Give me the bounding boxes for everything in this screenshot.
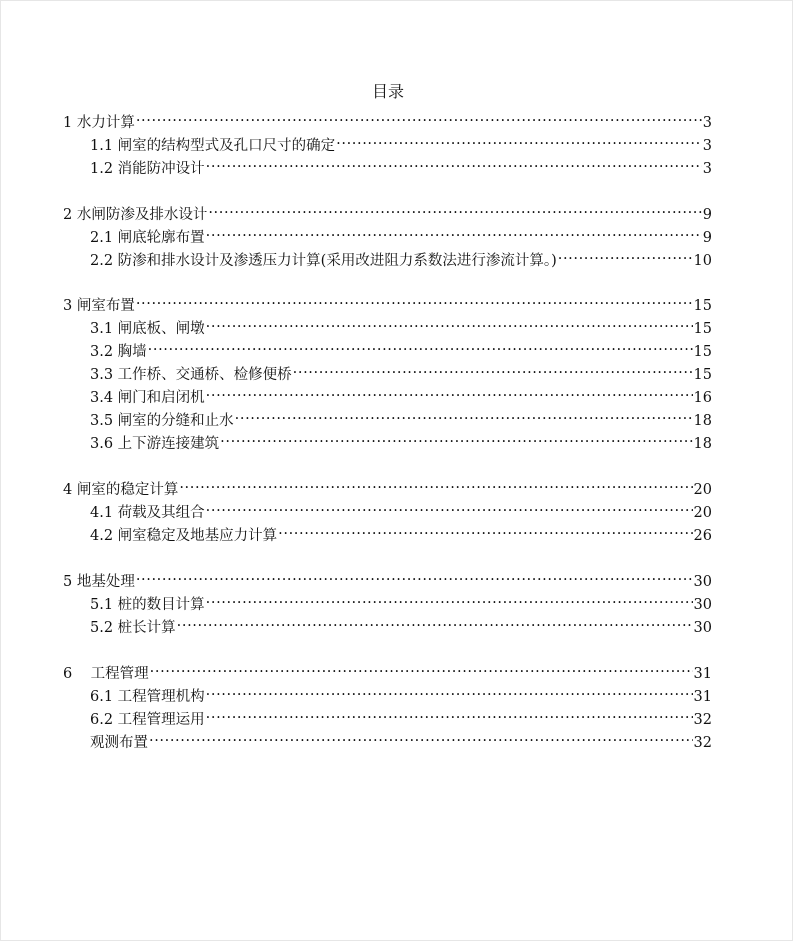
toc-entry-2-1[interactable] bbox=[90, 222, 712, 246]
toc-entry-label: 5.1 桩的数目计算 bbox=[90, 597, 205, 613]
toc-entry-page: 31 bbox=[693, 689, 712, 705]
toc-entry-page: 15 bbox=[693, 344, 712, 360]
toc-entry-label: 6.2 工程管理运用 bbox=[90, 712, 205, 728]
toc-leader-dots bbox=[235, 405, 693, 425]
toc-entry-page: 15 bbox=[693, 298, 712, 314]
toc-entry-page: 3 bbox=[702, 115, 712, 131]
toc-entry-page: 18 bbox=[693, 413, 712, 429]
toc-leader-dots bbox=[148, 336, 693, 356]
toc-entry-page: 15 bbox=[693, 367, 712, 383]
toc-entry-label: 1.2 消能防冲设计 bbox=[90, 161, 205, 177]
toc-entry-4[interactable] bbox=[63, 474, 712, 498]
toc-entry-page: 30 bbox=[693, 620, 712, 636]
toc-entry-6-2[interactable] bbox=[90, 704, 712, 728]
toc-entry-label: 4.2 闸室稳定及地基应力计算 bbox=[90, 528, 278, 544]
toc-leader-dots bbox=[208, 199, 701, 219]
toc-entry-label: 3.6 上下游连接建筑 bbox=[90, 436, 220, 452]
toc-entry-page: 30 bbox=[693, 597, 712, 613]
toc-entry-page: 3 bbox=[702, 161, 712, 177]
toc-entry-page: 20 bbox=[693, 482, 712, 498]
toc-entry-label: 观测布置 bbox=[90, 735, 148, 751]
toc-entry-page: 18 bbox=[693, 436, 712, 452]
toc-leader-dots bbox=[206, 681, 693, 701]
toc-entry-1-2[interactable] bbox=[90, 153, 712, 177]
toc-leader-dots bbox=[206, 222, 702, 242]
toc-entry-page: 32 bbox=[693, 735, 712, 751]
toc-leader-dots bbox=[336, 130, 702, 150]
toc-leader-dots bbox=[278, 520, 692, 540]
toc-entry-page: 26 bbox=[693, 528, 712, 544]
toc-leader-dots bbox=[149, 727, 693, 747]
toc-leader-dots bbox=[136, 290, 693, 310]
toc-entry-3-5[interactable] bbox=[90, 405, 712, 429]
toc-entry-page: 32 bbox=[693, 712, 712, 728]
toc-entry-label: 6.1 工程管理机构 bbox=[90, 689, 205, 705]
toc-entry-label: 6 工程管理 bbox=[63, 666, 149, 682]
toc-leader-dots bbox=[293, 359, 693, 379]
toc-entry-label: 3.2 胸墙 bbox=[90, 344, 147, 360]
toc-entry-6-1[interactable] bbox=[90, 681, 712, 705]
toc-entry-5[interactable] bbox=[63, 566, 712, 590]
toc-entry-page: 3 bbox=[702, 138, 712, 154]
toc-leader-dots bbox=[206, 704, 693, 724]
toc-entry-3[interactable] bbox=[63, 290, 712, 314]
toc-entry-4-2[interactable] bbox=[90, 520, 712, 544]
toc-leader-dots bbox=[206, 589, 693, 609]
toc-entry-label: 3.3 工作桥、交通桥、检修便桥 bbox=[90, 367, 292, 383]
toc-entry-label: 3.4 闸门和启闭机 bbox=[90, 390, 205, 406]
toc-entry-label: 2 水闸防渗及排水设计 bbox=[63, 207, 208, 223]
toc-leader-dots bbox=[558, 245, 693, 265]
toc-entry-2-2[interactable] bbox=[90, 245, 712, 269]
toc-leader-dots bbox=[136, 566, 693, 586]
toc-leader-dots bbox=[136, 107, 702, 127]
toc-entry-3-6[interactable] bbox=[90, 428, 712, 452]
toc-entry-label: 4 闸室的稳定计算 bbox=[63, 482, 179, 498]
toc-leader-dots bbox=[150, 658, 693, 678]
toc-leader-dots bbox=[220, 428, 692, 448]
toc-entry-3-1[interactable] bbox=[90, 313, 712, 337]
toc-entry-label: 3.5 闸室的分缝和止水 bbox=[90, 413, 234, 429]
toc-leader-dots bbox=[206, 313, 693, 333]
toc-leader-dots bbox=[177, 612, 693, 632]
toc-entry-label: 1 水力计算 bbox=[63, 115, 135, 131]
toc-entry-page: 30 bbox=[693, 574, 712, 590]
toc-leader-dots bbox=[206, 497, 693, 517]
toc-entry-label: 2.2 防渗和排水设计及渗透压力计算(采用改进阻力系数法进行渗流计算。) bbox=[90, 253, 557, 269]
toc-leader-dots bbox=[206, 153, 702, 173]
toc-entry-1-1[interactable] bbox=[90, 130, 712, 154]
toc-title: 目录 bbox=[371, 82, 404, 101]
toc-entry-3-3[interactable] bbox=[90, 359, 712, 383]
toc-entry-page: 15 bbox=[693, 321, 712, 337]
toc-entry-2[interactable] bbox=[63, 199, 712, 223]
toc-entry-page: 16 bbox=[693, 390, 712, 406]
toc-entry-page: 31 bbox=[693, 666, 712, 682]
toc-entry-page: 20 bbox=[693, 505, 712, 521]
toc-entry-label: 2.1 闸底轮廓布置 bbox=[90, 230, 205, 246]
toc-entry-label: 3 闸室布置 bbox=[63, 298, 135, 314]
toc-entry-4-1[interactable] bbox=[90, 497, 712, 521]
toc-entry-label: 4.1 荷载及其组合 bbox=[90, 505, 205, 521]
toc-leader-dots bbox=[206, 382, 693, 402]
toc-entry-3-2[interactable] bbox=[90, 336, 712, 360]
toc-entry-3-4[interactable] bbox=[90, 382, 712, 406]
toc-entry-label: 5.2 桩长计算 bbox=[90, 620, 176, 636]
toc-entry-page: 9 bbox=[702, 230, 712, 246]
toc-entry-6[interactable] bbox=[63, 658, 712, 682]
toc-entry-page: 9 bbox=[702, 207, 712, 223]
toc-leader-dots bbox=[179, 474, 692, 494]
toc-entry-5-2[interactable] bbox=[90, 612, 712, 636]
toc-entry-label: 1.1 闸室的结构型式及孔口尺寸的确定 bbox=[90, 138, 336, 154]
toc-entry-label: 3.1 闸底板、闸墩 bbox=[90, 321, 205, 337]
toc-entry-5-1[interactable] bbox=[90, 589, 712, 613]
toc-entry-page: 10 bbox=[693, 253, 712, 269]
toc-entry-label: 5 地基处理 bbox=[63, 574, 135, 590]
toc-entry-observation[interactable] bbox=[90, 727, 712, 751]
toc-entry-1[interactable] bbox=[63, 107, 712, 131]
